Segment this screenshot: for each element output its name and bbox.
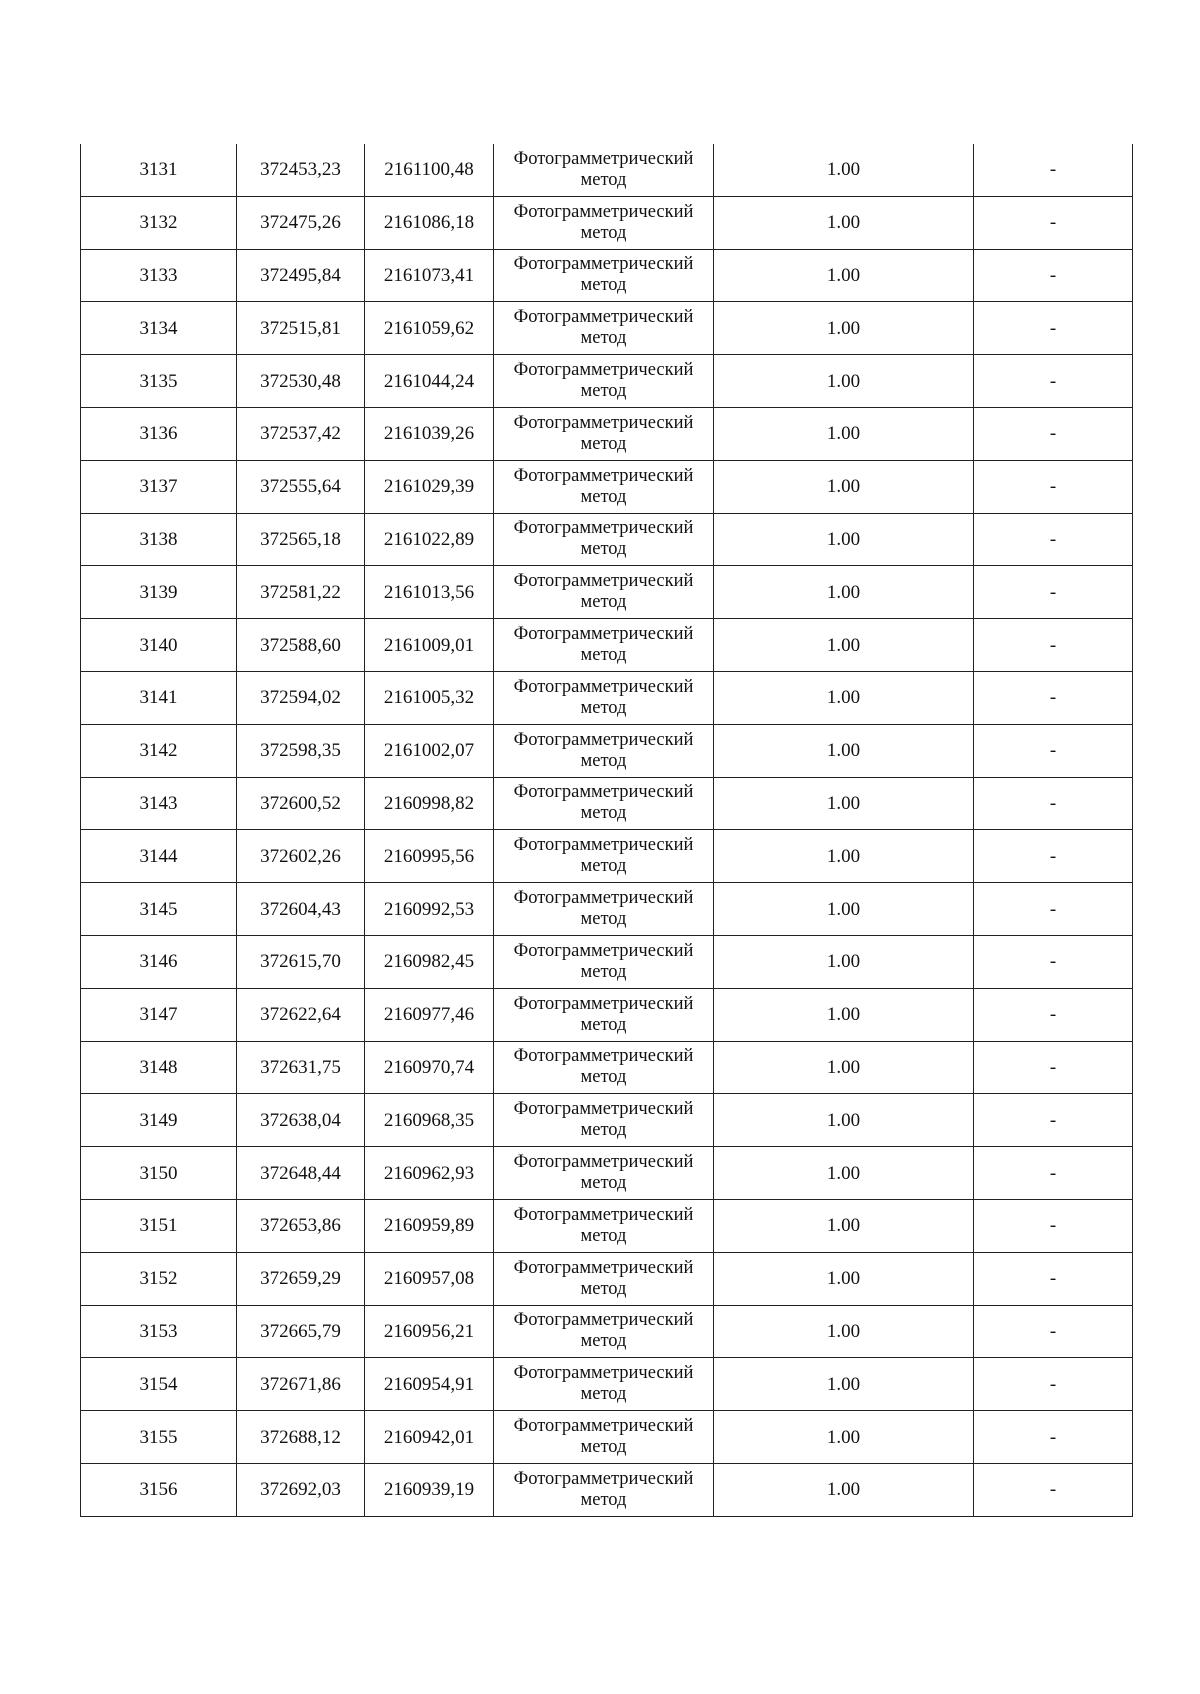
accuracy-cell: 1.00	[714, 196, 974, 249]
method-cell: Фотограмметрический метод	[494, 883, 714, 936]
x-coordinate-cell: 372604,43	[237, 883, 365, 936]
table-row	[81, 1411, 1133, 1464]
y-coordinate-cell: 2161022,89	[365, 513, 494, 566]
x-coordinate-cell: 372594,02	[237, 671, 365, 724]
table-row	[81, 619, 1133, 672]
point-number-cell: 3143	[81, 777, 237, 830]
y-coordinate-cell: 2161013,56	[365, 566, 494, 619]
y-coordinate-cell: 2161002,07	[365, 724, 494, 777]
table-row	[81, 407, 1133, 460]
x-coordinate-cell: 372648,44	[237, 1147, 365, 1200]
table-row	[81, 144, 1133, 196]
table-row	[81, 1305, 1133, 1358]
point-number-cell: 3141	[81, 671, 237, 724]
table-row	[81, 566, 1133, 619]
accuracy-cell: 1.00	[714, 1147, 974, 1200]
x-coordinate-cell: 372665,79	[237, 1305, 365, 1358]
table-row	[81, 460, 1133, 513]
y-coordinate-cell: 2161073,41	[365, 249, 494, 302]
accuracy-cell: 1.00	[714, 724, 974, 777]
point-number-cell: 3147	[81, 988, 237, 1041]
y-coordinate-cell: 2160970,74	[365, 1041, 494, 1094]
point-number-cell: 3139	[81, 566, 237, 619]
x-coordinate-cell: 372581,22	[237, 566, 365, 619]
method-cell: Фотограмметрический метод	[494, 566, 714, 619]
point-number-cell: 3154	[81, 1358, 237, 1411]
method-cell: Фотограмметрический метод	[494, 460, 714, 513]
table-row	[81, 935, 1133, 988]
method-cell: Фотограмметрический метод	[494, 1411, 714, 1464]
table-row	[81, 355, 1133, 408]
method-cell: Фотограмметрический метод	[494, 249, 714, 302]
y-coordinate-cell: 2160959,89	[365, 1199, 494, 1252]
y-coordinate-cell: 2160992,53	[365, 883, 494, 936]
note-cell: -	[974, 196, 1133, 249]
table-row	[81, 988, 1133, 1041]
y-coordinate-cell: 2161029,39	[365, 460, 494, 513]
x-coordinate-cell: 372475,26	[237, 196, 365, 249]
method-cell: Фотограмметрический метод	[494, 777, 714, 830]
accuracy-cell: 1.00	[714, 830, 974, 883]
method-cell: Фотограмметрический метод	[494, 619, 714, 672]
note-cell: -	[974, 1094, 1133, 1147]
note-cell: -	[974, 566, 1133, 619]
accuracy-cell: 1.00	[714, 988, 974, 1041]
x-coordinate-cell: 372537,42	[237, 407, 365, 460]
point-number-cell: 3140	[81, 619, 237, 672]
note-cell: -	[974, 935, 1133, 988]
x-coordinate-cell: 372495,84	[237, 249, 365, 302]
method-cell: Фотограмметрический метод	[494, 407, 714, 460]
x-coordinate-cell: 372453,23	[237, 144, 365, 196]
y-coordinate-cell: 2160995,56	[365, 830, 494, 883]
x-coordinate-cell: 372622,64	[237, 988, 365, 1041]
method-cell: Фотограмметрический метод	[494, 1463, 714, 1516]
table-row	[81, 513, 1133, 566]
point-number-cell: 3150	[81, 1147, 237, 1200]
accuracy-cell: 1.00	[714, 1094, 974, 1147]
note-cell: -	[974, 1411, 1133, 1464]
y-coordinate-cell: 2161044,24	[365, 355, 494, 408]
accuracy-cell: 1.00	[714, 1358, 974, 1411]
note-cell: -	[974, 1305, 1133, 1358]
method-cell: Фотограмметрический метод	[494, 513, 714, 566]
table-row	[81, 830, 1133, 883]
x-coordinate-cell: 372515,81	[237, 302, 365, 355]
y-coordinate-cell: 2161086,18	[365, 196, 494, 249]
note-cell: -	[974, 513, 1133, 566]
note-cell: -	[974, 883, 1133, 936]
method-cell: Фотограмметрический метод	[494, 1041, 714, 1094]
method-cell: Фотограмметрический метод	[494, 671, 714, 724]
note-cell: -	[974, 1252, 1133, 1305]
point-number-cell: 3138	[81, 513, 237, 566]
point-number-cell: 3133	[81, 249, 237, 302]
accuracy-cell: 1.00	[714, 883, 974, 936]
table-row	[81, 302, 1133, 355]
note-cell: -	[974, 1147, 1133, 1200]
coordinates-table	[80, 144, 1133, 1517]
method-cell: Фотограмметрический метод	[494, 935, 714, 988]
note-cell: -	[974, 671, 1133, 724]
note-cell: -	[974, 302, 1133, 355]
accuracy-cell: 1.00	[714, 1411, 974, 1464]
table-row	[81, 724, 1133, 777]
coordinates-table-body	[81, 144, 1133, 1516]
table-row	[81, 249, 1133, 302]
y-coordinate-cell: 2161100,48	[365, 144, 494, 196]
table-row	[81, 1041, 1133, 1094]
point-number-cell: 3152	[81, 1252, 237, 1305]
y-coordinate-cell: 2161039,26	[365, 407, 494, 460]
note-cell: -	[974, 724, 1133, 777]
accuracy-cell: 1.00	[714, 619, 974, 672]
accuracy-cell: 1.00	[714, 935, 974, 988]
note-cell: -	[974, 355, 1133, 408]
x-coordinate-cell: 372671,86	[237, 1358, 365, 1411]
accuracy-cell: 1.00	[714, 407, 974, 460]
accuracy-cell: 1.00	[714, 513, 974, 566]
accuracy-cell: 1.00	[714, 460, 974, 513]
y-coordinate-cell: 2160957,08	[365, 1252, 494, 1305]
point-number-cell: 3136	[81, 407, 237, 460]
point-number-cell: 3151	[81, 1199, 237, 1252]
note-cell: -	[974, 1463, 1133, 1516]
note-cell: -	[974, 619, 1133, 672]
x-coordinate-cell: 372600,52	[237, 777, 365, 830]
accuracy-cell: 1.00	[714, 355, 974, 408]
method-cell: Фотограмметрический метод	[494, 302, 714, 355]
method-cell: Фотограмметрический метод	[494, 1252, 714, 1305]
note-cell: -	[974, 1199, 1133, 1252]
accuracy-cell: 1.00	[714, 1463, 974, 1516]
point-number-cell: 3149	[81, 1094, 237, 1147]
table-row	[81, 196, 1133, 249]
point-number-cell: 3144	[81, 830, 237, 883]
point-number-cell: 3131	[81, 144, 237, 196]
table-row	[81, 1252, 1133, 1305]
point-number-cell: 3145	[81, 883, 237, 936]
x-coordinate-cell: 372638,04	[237, 1094, 365, 1147]
table-row	[81, 1147, 1133, 1200]
note-cell: -	[974, 144, 1133, 196]
accuracy-cell: 1.00	[714, 1041, 974, 1094]
x-coordinate-cell: 372659,29	[237, 1252, 365, 1305]
method-cell: Фотограмметрический метод	[494, 196, 714, 249]
point-number-cell: 3156	[81, 1463, 237, 1516]
y-coordinate-cell: 2161005,32	[365, 671, 494, 724]
table-row	[81, 1463, 1133, 1516]
x-coordinate-cell: 372688,12	[237, 1411, 365, 1464]
note-cell: -	[974, 777, 1133, 830]
note-cell: -	[974, 1041, 1133, 1094]
note-cell: -	[974, 1358, 1133, 1411]
y-coordinate-cell: 2160982,45	[365, 935, 494, 988]
y-coordinate-cell: 2160998,82	[365, 777, 494, 830]
x-coordinate-cell: 372588,60	[237, 619, 365, 672]
accuracy-cell: 1.00	[714, 566, 974, 619]
accuracy-cell: 1.00	[714, 1252, 974, 1305]
method-cell: Фотограмметрический метод	[494, 355, 714, 408]
point-number-cell: 3148	[81, 1041, 237, 1094]
x-coordinate-cell: 372555,64	[237, 460, 365, 513]
y-coordinate-cell: 2160962,93	[365, 1147, 494, 1200]
accuracy-cell: 1.00	[714, 144, 974, 196]
table-row	[81, 883, 1133, 936]
method-cell: Фотограмметрический метод	[494, 144, 714, 196]
y-coordinate-cell: 2160956,21	[365, 1305, 494, 1358]
method-cell: Фотограмметрический метод	[494, 830, 714, 883]
point-number-cell: 3153	[81, 1305, 237, 1358]
y-coordinate-cell: 2161059,62	[365, 302, 494, 355]
accuracy-cell: 1.00	[714, 249, 974, 302]
x-coordinate-cell: 372602,26	[237, 830, 365, 883]
table-row	[81, 671, 1133, 724]
method-cell: Фотограмметрический метод	[494, 1094, 714, 1147]
x-coordinate-cell: 372653,86	[237, 1199, 365, 1252]
method-cell: Фотограмметрический метод	[494, 1199, 714, 1252]
y-coordinate-cell: 2161009,01	[365, 619, 494, 672]
table-row	[81, 1358, 1133, 1411]
x-coordinate-cell: 372598,35	[237, 724, 365, 777]
note-cell: -	[974, 460, 1133, 513]
accuracy-cell: 1.00	[714, 1199, 974, 1252]
x-coordinate-cell: 372615,70	[237, 935, 365, 988]
table-row	[81, 1094, 1133, 1147]
accuracy-cell: 1.00	[714, 1305, 974, 1358]
accuracy-cell: 1.00	[714, 777, 974, 830]
x-coordinate-cell: 372565,18	[237, 513, 365, 566]
y-coordinate-cell: 2160939,19	[365, 1463, 494, 1516]
method-cell: Фотограмметрический метод	[494, 724, 714, 777]
y-coordinate-cell: 2160977,46	[365, 988, 494, 1041]
point-number-cell: 3137	[81, 460, 237, 513]
x-coordinate-cell: 372530,48	[237, 355, 365, 408]
y-coordinate-cell: 2160942,01	[365, 1411, 494, 1464]
table-row	[81, 1199, 1133, 1252]
x-coordinate-cell: 372692,03	[237, 1463, 365, 1516]
point-number-cell: 3146	[81, 935, 237, 988]
note-cell: -	[974, 249, 1133, 302]
table-row	[81, 777, 1133, 830]
point-number-cell: 3132	[81, 196, 237, 249]
note-cell: -	[974, 988, 1133, 1041]
point-number-cell: 3142	[81, 724, 237, 777]
y-coordinate-cell: 2160968,35	[365, 1094, 494, 1147]
method-cell: Фотограмметрический метод	[494, 1305, 714, 1358]
accuracy-cell: 1.00	[714, 671, 974, 724]
point-number-cell: 3134	[81, 302, 237, 355]
note-cell: -	[974, 407, 1133, 460]
point-number-cell: 3155	[81, 1411, 237, 1464]
point-number-cell: 3135	[81, 355, 237, 408]
note-cell: -	[974, 830, 1133, 883]
method-cell: Фотограмметрический метод	[494, 988, 714, 1041]
y-coordinate-cell: 2160954,91	[365, 1358, 494, 1411]
accuracy-cell: 1.00	[714, 302, 974, 355]
x-coordinate-cell: 372631,75	[237, 1041, 365, 1094]
method-cell: Фотограмметрический метод	[494, 1147, 714, 1200]
method-cell: Фотограмметрический метод	[494, 1358, 714, 1411]
